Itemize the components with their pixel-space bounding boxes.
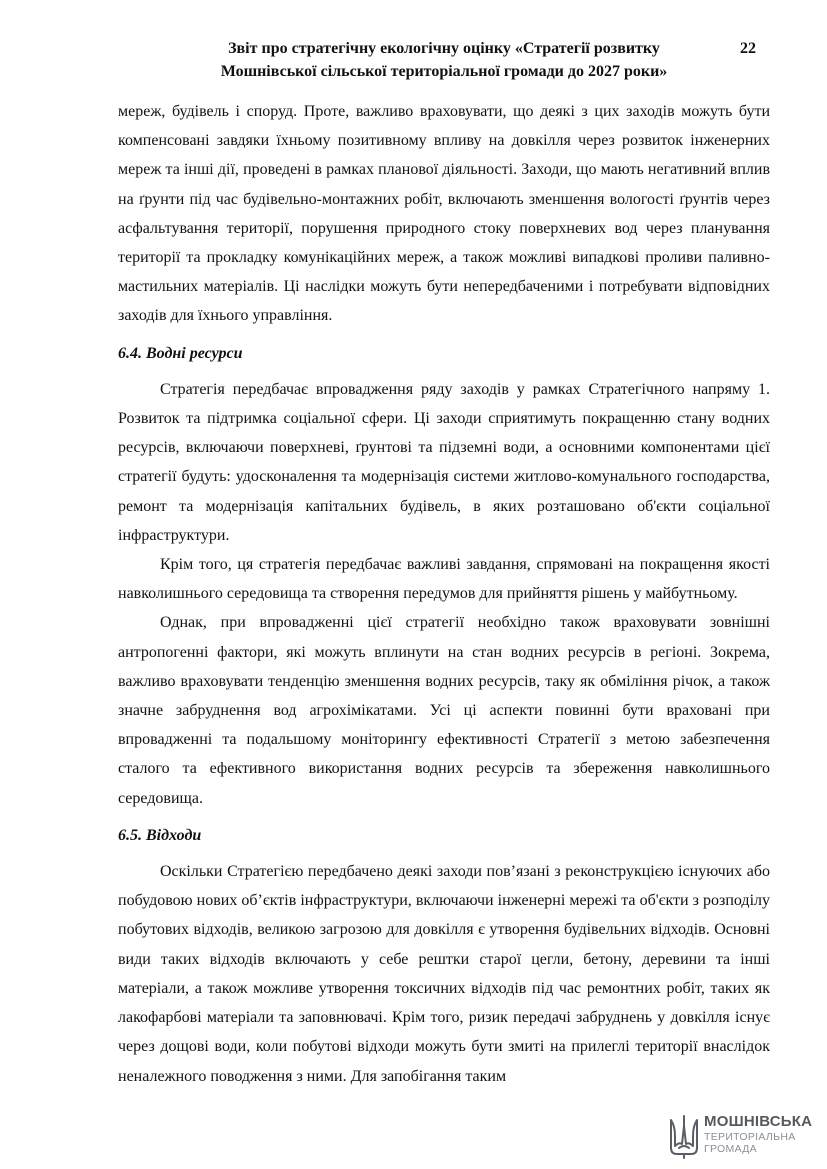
trident-icon [667, 1114, 701, 1160]
paragraph: Однак, при впровадженні цієї стратегії необхідно також враховувати зовнішні антропогенні фактори, які можуть вплинути на стан водних ресурсів в регіоні. Зокрема, важливо враховувати тенденцію зменшення водних ресурсів, таку як обміління річок, а також значне забруднення вод агрохімікатами. Усі ці аспекти повинні бути враховані при впровадженні та подальшому моніторингу ефективності Стратегії з метою забезпечення сталого та ефективного використання водних ресурсів та збереження навколишнього середовища. [118, 614, 770, 807]
logo-subtitle-1: ТЕРИТОРІАЛЬНА [704, 1131, 796, 1143]
section-heading-water-resources: 6.4. Водні ресурси [118, 344, 243, 362]
community-logo [667, 1112, 817, 1162]
intro-paragraph: мереж, будівель і споруд. Проте, важливо враховувати, що деякі з цих заходів можуть бути компенсовані завдяки їхньому позитивному впливу на довкілля через розвиток інженерних мереж та інші дії, проведені в рамках планової діяльності. Заходи, що мають негативний вплив на ґрунти під час будівельно-монтажних робіт, включають зменшення вологості ґрунтів через асфальтування території, порушення природного стоку поверхневих вод через планування території та прокладку комунікаційних мереж, а також можливі випадкові проливи паливно-мастильних матеріалів. Ці наслідки можуть бути непередбаченими і потребувати відповідних заходів для їхнього управління. [118, 103, 770, 325]
page-number: 22 [740, 40, 756, 57]
document-body [118, 97, 770, 1091]
paragraph: Оскільки Стратегією передбачено деякі заходи пов’язані з реконструкцією існуючих або побудовою нових об’єктів інфраструктури, включаючи інженерні мережі та об'єкти з розподілу побутових відходів, великою загрозою для довкілля є утворення будівельних відходів. Основні види таких відходів включають у себе рештки старої цегли, бетону, деревини та інші матеріали, а також можливе утворення токсичних відходів під час ремонтних робіт, таких як лакофарбові матеріали та заповнювачі. Крім того, ризик передачі забруднень у довкілля існує через дощові води, коли побутові відходи можуть бути змиті на прилеглі території внаслідок неналежного поводження з ними. Для запобігання таким [118, 863, 770, 1085]
header-title-line-2: Мошнівської сільської територіальної громади до 2027 роки» [220, 63, 668, 80]
document-header [118, 37, 770, 83]
header-title-line-1: Звіт про стратегічну екологічну оцінку «Стратегії розвитку [228, 40, 660, 57]
logo-subtitle-2: ГРОМАДА [704, 1143, 757, 1155]
section-heading-waste: 6.5. Відходи [118, 826, 202, 844]
paragraph: Стратегія передбачає впровадження ряду заходів у рамках Стратегічного напряму 1. Розвиток та підтримка соціальної сфери. Ці заходи сприятимуть покращенню стану водних ресурсів, включаючи поверхневі, ґрунтові та підземні води, а основними компонентами цієї стратегії будуть: удосконалення та модернізація системи житлово-комунального господарства, ремонт та модернізація капітальних будівель, в яких розташовано об'єкти соціальної інфраструктури. [118, 380, 770, 544]
paragraph: Крім того, ця стратегія передбачає важливі завдання, спрямовані на покращення якості навколишнього середовища та створення передумов для прийняття рішень у майбутньому. [118, 556, 770, 603]
logo-name: МОШНІВСЬКА [704, 1113, 813, 1130]
